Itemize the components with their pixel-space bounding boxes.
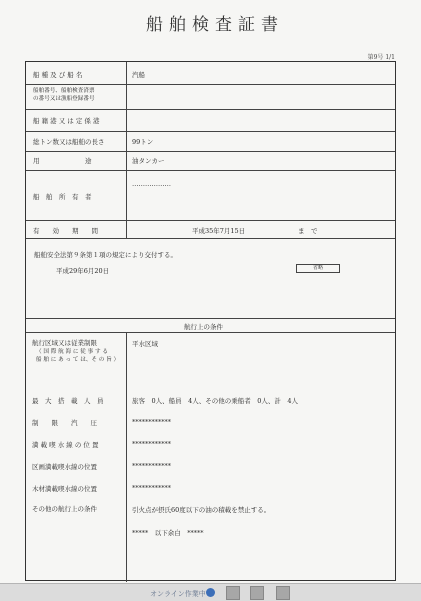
fullload-label: 満 載 喫 水 線 の 位 置 <box>32 441 99 449</box>
row-line <box>26 170 395 171</box>
taskbar-app-icon[interactable] <box>226 586 240 600</box>
use-label: 用 途 <box>33 157 92 165</box>
ship-type-value: 汽船 <box>132 71 145 79</box>
other-label: その他の航行上の条件 <box>32 505 97 513</box>
taskbar-label: オンライン作業中 <box>150 590 206 598</box>
ship-number-label-2: の番号又は漁船登録番号 <box>33 96 95 102</box>
section-value: ************ <box>132 462 171 470</box>
document-title: 船舶検査証書 <box>146 15 284 35</box>
form-number: 第9号 1/1 <box>367 54 395 61</box>
blank-remainder: ***** 以下余白 ***** <box>132 529 204 537</box>
validity-label: 有 効 期 間 <box>33 227 98 235</box>
validity-date: 平成35年7月15日 <box>192 227 246 235</box>
row-line <box>26 332 395 333</box>
pressure-value: ************ <box>132 418 171 426</box>
column-divider-lower <box>126 332 127 582</box>
fullload-value: ************ <box>132 440 171 448</box>
timber-value: ************ <box>132 484 171 492</box>
taskbar <box>0 583 421 601</box>
browser-icon[interactable] <box>206 588 215 597</box>
taskbar-app-icon[interactable] <box>276 586 290 600</box>
taskbar-app-icon[interactable] <box>250 586 264 600</box>
omission-stamp: 省略 <box>296 264 340 273</box>
timber-label: 木材満載喫水線の位置 <box>32 485 97 493</box>
row-line <box>26 84 395 85</box>
column-divider-upper <box>126 62 127 238</box>
owner-value: ……………… <box>132 180 171 188</box>
tonnage-label: 総トン数又は船舶の長さ <box>33 138 105 146</box>
pressure-label: 制 限 汽 圧 <box>32 419 97 427</box>
owner-label: 船 舶 所 有 者 <box>33 193 92 201</box>
row-line <box>26 151 395 152</box>
other-value: 引火点が摂氏60度以下の油の積載を禁止する。 <box>132 506 271 514</box>
max-persons-label: 最 大 搭 載 人 員 <box>32 397 104 405</box>
ship-type-label: 船 種 及 び 船 名 <box>33 71 83 79</box>
port-label: 船 籍 港 又 は 定 係 港 <box>33 117 100 125</box>
max-persons-value: 旅客 0人、船員 4人、その他の乗船者 0人、計 4人 <box>132 397 299 405</box>
validity-until: ま で <box>298 227 318 235</box>
row-line <box>26 220 395 221</box>
use-value: 油タンカー <box>132 157 165 165</box>
section-label: 区画満載喫水線の位置 <box>32 463 97 471</box>
row-line <box>26 318 395 319</box>
area-note-1: （ 国 際 航 海 に 従 事 す る <box>36 349 108 355</box>
row-line <box>26 238 395 239</box>
area-note-2: 船 舶 に あ っ て は、そ の 旨 ） <box>36 357 120 363</box>
area-label: 航行区域又は従業制限 <box>32 339 97 347</box>
row-line <box>26 109 395 110</box>
tonnage-value: 99トン <box>132 138 154 146</box>
ship-number-label-1: 船舶番号、船舶検査済票 <box>33 88 95 94</box>
area-value: 平水区域 <box>132 340 158 348</box>
certificate-table <box>25 61 396 581</box>
row-line <box>26 131 395 132</box>
conditions-header: 航行上の条件 <box>184 323 223 331</box>
issuance-statement: 船舶安全法第９条第１項の規定により交付する。 <box>34 251 177 259</box>
issue-date: 平成29年6月20日 <box>56 267 110 275</box>
